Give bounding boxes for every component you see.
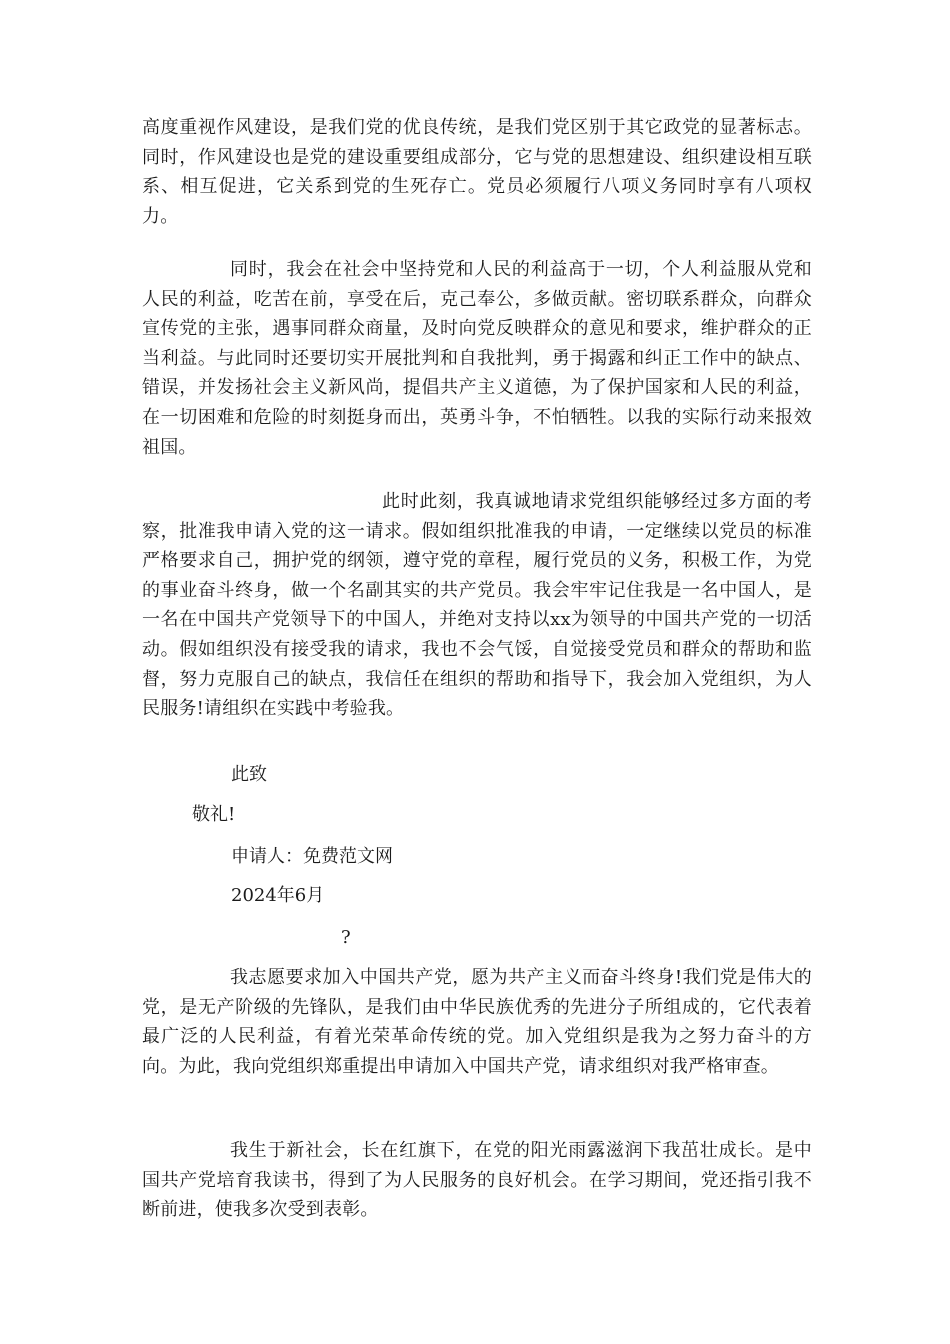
paragraph-party-interests: 同时，我会在社会中坚持党和人民的利益高于一切，个人利益服从党和人民的利益，吃苦在前，享受在后，克己奉公，多做贡献。密切联系群众，向群众宣传党的主张，遇事同群众商量，及时向党反映群众的意见和要求，维护群众的正当利益。与此同时还要切实开展批判和自我批判，勇于揭露和纠正工作中的缺点、错误，并发扬社会主义新风尚，提倡共产主义道德，为了保护国家和人民的利益，在一切困难和危险的时刻挺身而出，英勇斗争，不怕牺牲。以我的实际行动来报效祖国。 [142, 259, 812, 458]
closing-salutation: 此致 [231, 764, 267, 785]
applicant-signature: 申请人：免费范文网 [231, 846, 393, 867]
closing-respect: 敬礼! [192, 804, 236, 825]
paragraph-personal-background: 我生于新社会，长在红旗下，在党的阳光雨露滋润下我茁壮成长。是中国共产党培育我读书，得到了为人民服务的良好机会。在学习期间，党还指引我不断前进，使我多次受到表彰。 [142, 1140, 812, 1221]
section-separator-mark: ? [341, 927, 351, 948]
application-date: 2024年6月 [231, 885, 325, 906]
paragraph-request-approval: 此时此刻，我真诚地请求党组织能够经过多方面的考察，批准我申请入党的这一请求。假如组织批准我的申请，一定继续以党员的标准严格要求自己，拥护党的纲领，遵守党的章程，履行党员的义务，积极工作，为党的事业奋斗终身，做一个名副其实的共产党员。我会牢牢记住我是一名中国人，是一名在中国共产党领导下的中国人，并绝对支持以xx为领导的中国共产党的一切活动。假如组织没有接受我的请求，我也不会气馁，自觉接受党员和群众的帮助和监督，努力克服自己的缺点，我信任在组织的帮助和指导下，我会加入党组织，为人民服务!请组织在实践中考验我。 [142, 491, 812, 720]
paragraph-application-intro: 我志愿要求加入中国共产党，愿为共产主义而奋斗终身!我们党是伟大的党，是无产阶级的先锋队，是我们由中华民族优秀的先进分子所组成的，它代表着最广泛的人民利益，有着光荣革命传统的党。加入党组织是我为之努力奋斗的方向。为此，我向党组织郑重提出申请加入中国共产党，请求组织对我严格审查。 [142, 967, 812, 1077]
paragraph-work-style: 高度重视作风建设，是我们党的优良传统，是我们党区别于其它政党的显著标志。同时，作风建设也是党的建设重要组成部分，它与党的思想建设、组织建设相互联系、相互促进，它关系到党的生死存亡。党员必须履行八项义务同时享有八项权力。 [142, 117, 812, 227]
